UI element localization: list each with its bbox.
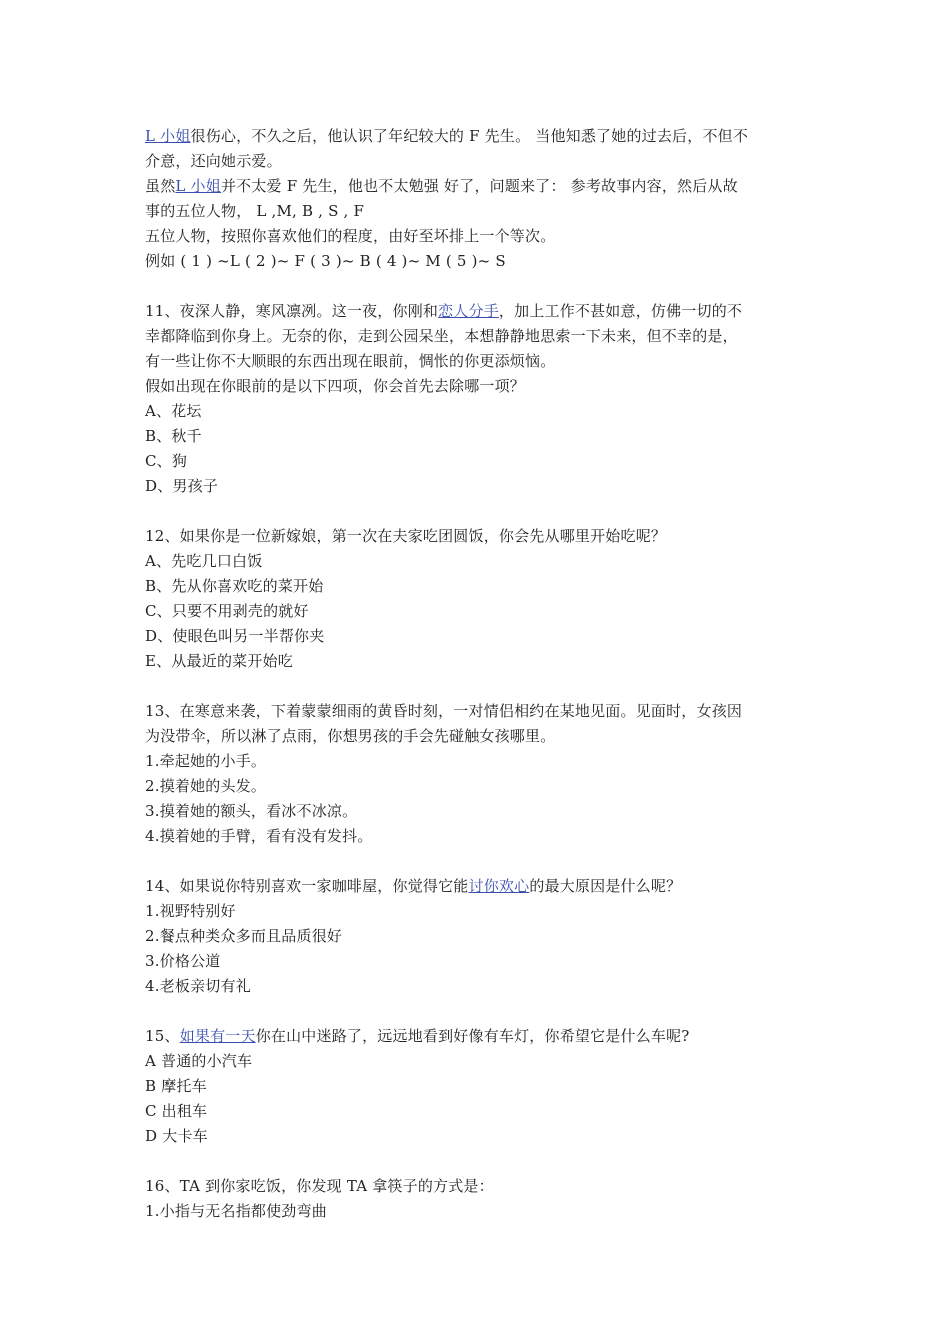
q14-option: 3.价格公道 bbox=[145, 952, 221, 970]
intro-line-1 bbox=[145, 124, 809, 149]
q12-option: D、使眼色叫另一半帮你夹 bbox=[145, 627, 325, 645]
link-miss-l[interactable]: L 小姐 bbox=[145, 127, 191, 145]
q11-option: C、狗 bbox=[145, 452, 188, 470]
link-if-one-day[interactable]: 如果有一天 bbox=[179, 1027, 256, 1045]
q15-option: A 普通的小汽车 bbox=[145, 1052, 253, 1070]
q12-option: E、从最近的菜开始吃 bbox=[145, 652, 293, 670]
q14-line-1-pre: 14、如果说你特别喜欢一家咖啡屋，你觉得它能 bbox=[145, 877, 469, 895]
q13-line-1: 13、在寒意来袭，下着蒙蒙细雨的黄昏时刻，一对情侣相约在某地见面。见面时，女孩因 bbox=[145, 702, 743, 720]
q13-option: 2.摸着她的头发。 bbox=[145, 777, 267, 795]
q11-option: A、花坛 bbox=[145, 402, 202, 420]
q12-line-1: 12、如果你是一位新嫁娘，第一次在夫家吃团圆饭，你会先从哪里开始吃呢？ bbox=[145, 527, 667, 545]
question-15 bbox=[145, 1024, 809, 1149]
q14-option: 4.老板亲切有礼 bbox=[145, 977, 251, 995]
q13-option: 1.牵起她的小手。 bbox=[145, 752, 267, 770]
intro-line-3 bbox=[145, 174, 809, 199]
link-breakup[interactable]: 恋人分手 bbox=[438, 302, 499, 320]
intro-line-5: 五位人物，按照你喜欢他们的程度，由好至坏排上一个等次。 bbox=[145, 227, 556, 245]
q12-option: C、只要不用剥壳的就好 bbox=[145, 602, 309, 620]
intro-line-2: 介意，还向她示爱。 bbox=[145, 152, 282, 170]
q11-option: D、男孩子 bbox=[145, 477, 219, 495]
intro-line-3-text: 并不太爱 F 先生，他也不太勉强 好了，问题来了： 参考故事内容，然后从故 bbox=[220, 177, 738, 195]
q16-option: 1.小指与无名指都使劲弯曲 bbox=[145, 1202, 327, 1220]
intro-line-3-pre: 虽然 bbox=[145, 177, 176, 195]
q12-option: B、先从你喜欢吃的菜开始 bbox=[145, 577, 324, 595]
q14-option: 1.视野特别好 bbox=[145, 902, 236, 920]
q13-option: 4.摸着她的手臂，看有没有发抖。 bbox=[145, 827, 373, 845]
q12-option: A、先吃几口白饭 bbox=[145, 552, 263, 570]
question-16 bbox=[145, 1174, 809, 1224]
question-12 bbox=[145, 524, 809, 674]
intro-line-1-text: 很伤心，不久之后，他认识了年纪较大的 F 先生。 当他知悉了她的过去后，不但不 bbox=[190, 127, 749, 145]
intro-line-4: 事的五位人物， L ,M, B , S , F bbox=[145, 202, 365, 220]
q15-line-1-pre: 15、 bbox=[145, 1027, 180, 1045]
q11-line-4: 假如出现在你眼前的是以下四项，你会首先去除哪一项？ bbox=[145, 377, 526, 395]
q15-option: B 摩托车 bbox=[145, 1077, 207, 1095]
question-11 bbox=[145, 299, 809, 499]
q11-line-3: 有一些让你不大顺眼的东西出现在眼前，惆怅的你更添烦恼。 bbox=[145, 352, 556, 370]
q15-line-1 bbox=[145, 1024, 809, 1049]
question-14 bbox=[145, 874, 809, 999]
q15-line-1-text: 你在山中迷路了，远远地看到好像有车灯，你希望它是什么车呢? bbox=[255, 1027, 690, 1045]
q11-line-1 bbox=[145, 299, 809, 324]
question-13 bbox=[145, 699, 809, 849]
q13-line-2: 为没带伞，所以淋了点雨，你想男孩的手会先碰触女孩哪里。 bbox=[145, 727, 556, 745]
q15-option: D 大卡车 bbox=[145, 1127, 208, 1145]
q11-option: B、秋千 bbox=[145, 427, 202, 445]
q13-option: 3.摸着她的额头，看冰不冰凉。 bbox=[145, 802, 358, 820]
q11-line-1-pre: 11、夜深人静，寒风凛冽。这一夜，你刚和 bbox=[145, 302, 439, 320]
q14-line-1 bbox=[145, 874, 809, 899]
document-body bbox=[145, 124, 809, 1249]
q14-line-1-text: 的最大原因是什么呢？ bbox=[529, 877, 682, 895]
link-please-you[interactable]: 讨你欢心 bbox=[468, 877, 530, 895]
q16-line-1: 16、TA 到你家吃饭，你发现 TA 拿筷子的方式是： bbox=[145, 1177, 494, 1195]
q15-option: C 出租车 bbox=[145, 1102, 208, 1120]
link-miss-l-2[interactable]: L 小姐 bbox=[175, 177, 221, 195]
q11-line-2: 幸都降临到你身上。无奈的你，走到公园呆坐，本想静静地思索一下未来，但不幸的是， bbox=[145, 327, 738, 345]
q14-option: 2.餐点种类众多而且品质很好 bbox=[145, 927, 343, 945]
q11-line-1-text: ，加上工作不甚如意，仿佛一切的不 bbox=[498, 302, 743, 320]
intro-example: 例如 ( 1 ) ~L ( 2 )~ F ( 3 )~ B ( 4 )~ M ( 5 )~ S bbox=[145, 252, 506, 270]
intro-block bbox=[145, 124, 809, 274]
